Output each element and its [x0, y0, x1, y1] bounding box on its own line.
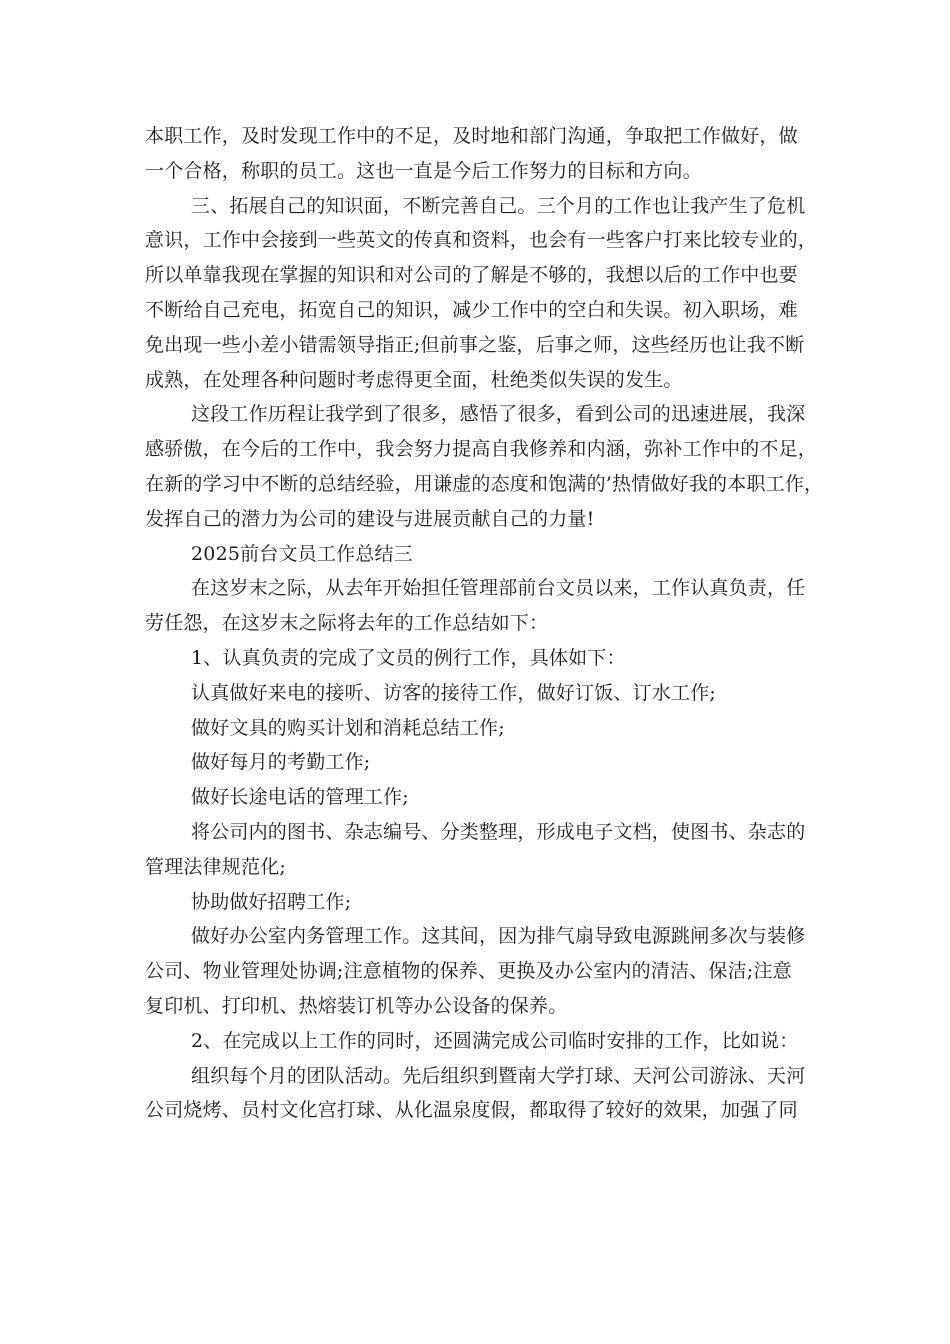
text-line-4: 意识，工作中会接到一些英文的传真和资料，也会有一些客户打来比较专业的， — [145, 229, 818, 252]
text-line-3: 三、拓展自己的知识面，不断完善自己。三个月的工作也让我产生了危机 — [191, 194, 806, 217]
text-line-25: 公司、物业管理处协调;注意植物的保养、更换及办公室内的清洁、保洁;注意 — [145, 960, 792, 983]
text-line-26: 复印机、打印机、热熔装订机等办公设备的保养。 — [145, 994, 568, 1017]
text-line-17: 认真做好来电的接听、访客的接待工作，做好订饭、订水工作; — [191, 681, 717, 704]
text-line-20: 做好长途电话的管理工作; — [191, 786, 409, 809]
text-line-29: 公司烧烤、员村文化宫打球、从化温泉度假，都取得了较好的效果，加强了同 — [145, 1099, 798, 1122]
text-line-7: 免出现一些小差小错需领导指正;但前事之鉴，后事之师，这些经历也让我不断 — [145, 333, 805, 356]
text-line-12: 发挥自己的潜力为公司的建设与进展贡献自己的力量! — [145, 507, 595, 530]
text-line-19: 做好每月的考勤工作; — [191, 751, 371, 774]
section-heading: 2025前台文员工作总结三 — [191, 542, 413, 565]
document-body — [145, 119, 824, 1128]
text-line-10: 感骄傲，在今后的工作中，我会努力提高自我修养和内涵，弥补工作中的不足， — [145, 438, 818, 461]
text-line-15: 劳任怨，在这岁末之际将去年的工作总结如下： — [145, 612, 549, 635]
text-line-9: 这段工作历程让我学到了很多，感悟了很多，看到公司的迅速进展，我深 — [191, 403, 806, 426]
text-line-5: 所以单靠我现在掌握的知识和对公司的了解是不够的，我想以后的工作中也要 — [145, 264, 798, 287]
text-line-14: 在这岁末之际，从去年开始担任管理部前台文员以来，工作认真负责，任 — [191, 577, 806, 600]
text-line-22: 管理法律规范化; — [145, 855, 287, 878]
text-line-8: 成熟，在处理各种问题时考虑得更全面，杜绝类似失误的发生。 — [145, 368, 683, 391]
text-line-6: 不断给自己充电，拓宽自己的知识，减少工作中的空白和失误。初入职场，难 — [145, 298, 798, 321]
text-line-28: 组织每个月的团队活动。先后组织到暨南大学打球、天河公司游泳、天河 — [191, 1064, 806, 1087]
text-line-24: 做好办公室内务管理工作。这其间，因为排气扇导致电源跳闸多次与装修 — [191, 925, 806, 948]
text-line-18: 做好文具的购买计划和消耗总结工作; — [191, 716, 505, 739]
text-line-1: 本职工作，及时发现工作中的不足，及时地和部门沟通，争取把工作做好，做 — [145, 125, 798, 147]
text-line-11: 在新的学习中不断的总结经验，用谦虚的态度和饱满的’热情做好我的本职工作， — [145, 472, 824, 495]
text-line-27: 2、在完成以上工作的同时，还圆满完成公司临时安排的工作，比如说： — [191, 1029, 799, 1052]
text-line-23: 协助做好招聘工作; — [191, 890, 352, 913]
text-line-2: 一个合格，称职的员工。这也一直是今后工作努力的目标和方向。 — [145, 159, 702, 182]
text-line-21: 将公司内的图书、杂志编号、分类整理，形成电子文档，使图书、杂志的 — [191, 820, 806, 843]
text-line-16: 1、认真负责的完成了文员的例行工作，具体如下： — [191, 646, 626, 669]
